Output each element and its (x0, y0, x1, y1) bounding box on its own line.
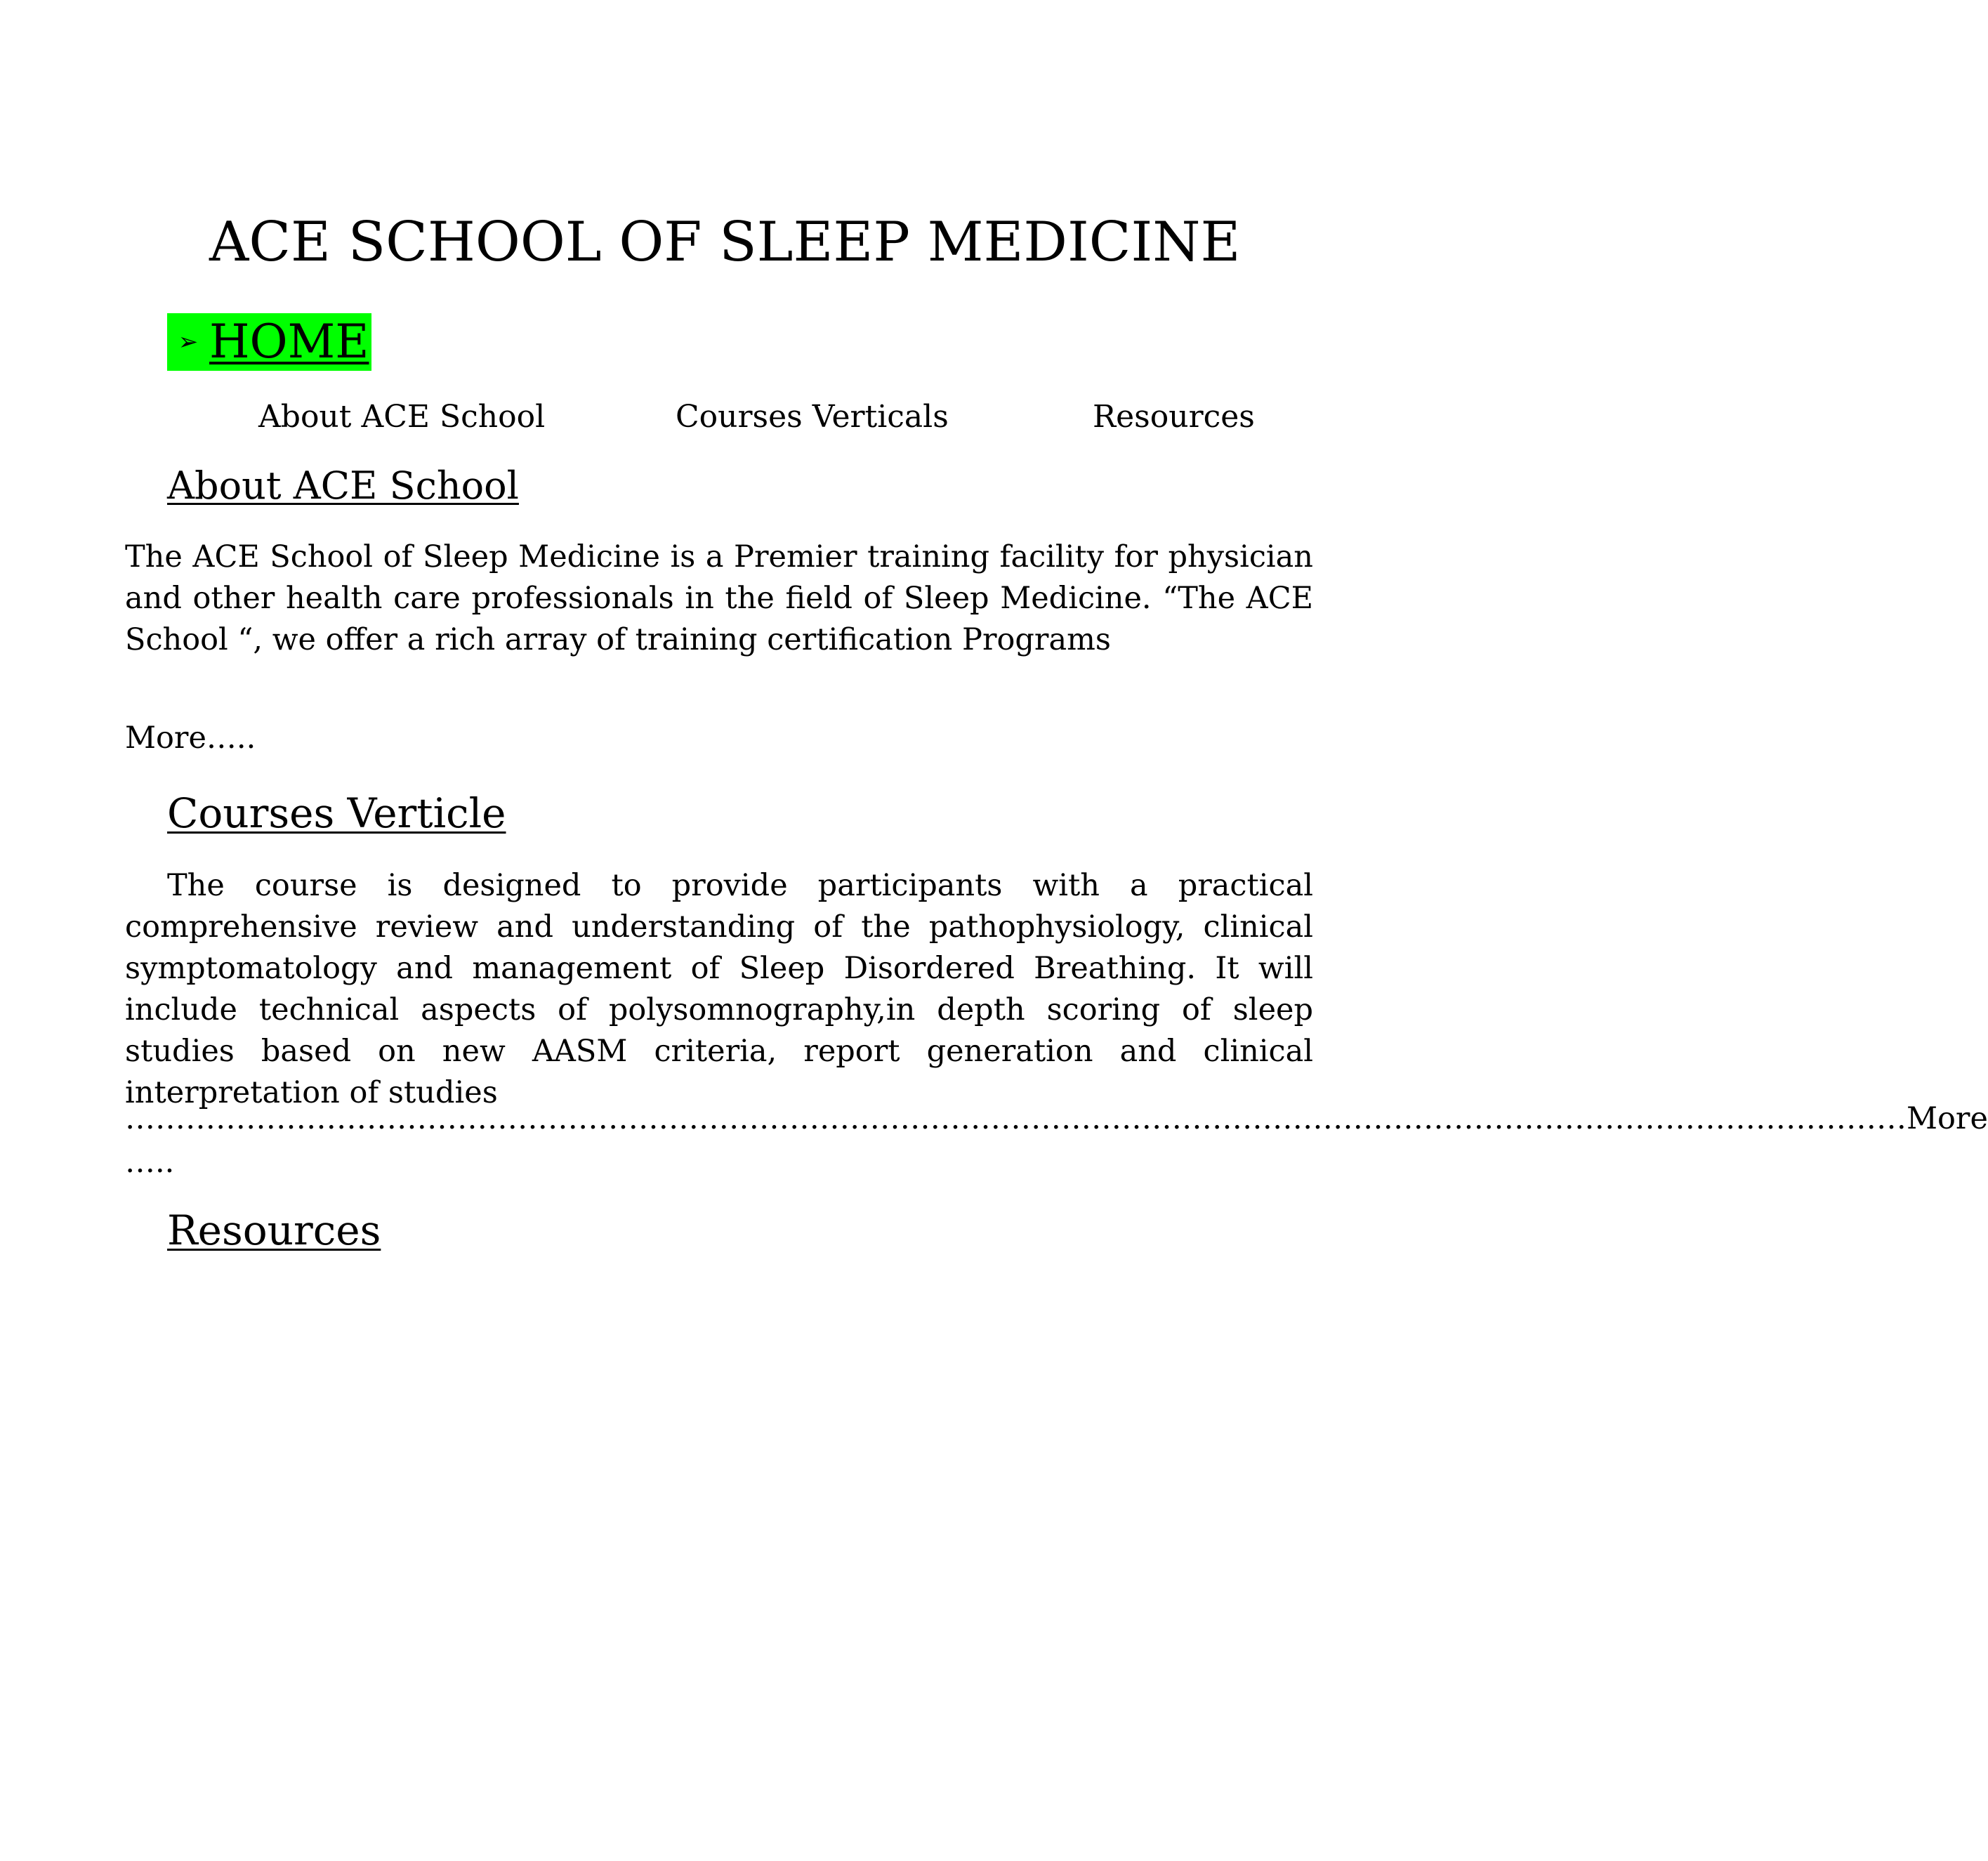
resources-heading[interactable]: Resources (167, 1206, 381, 1254)
page-title: ACE SCHOOL OF SLEEP MEDICINE (209, 211, 1241, 274)
home-nav-item[interactable] (167, 313, 371, 371)
courses-more-link[interactable]: More (1907, 1101, 1988, 1136)
arrow-bullet-icon: ➢ (178, 328, 199, 356)
home-link[interactable]: HOME (209, 315, 369, 369)
top-nav (0, 399, 1438, 441)
about-heading[interactable]: About ACE School (167, 463, 519, 508)
dot-leader: …………………………………………………………………………………………………………………………………………………………… (125, 1101, 1907, 1136)
courses-paragraph: The course is designed to provide participants with a practical comprehensive review and understanding of the pathophysiology, clinical symptomatology and management of Sleep Disordered Breathing. It will include technical aspects of polysomnography,in depth scoring of sleep studies based on new AASM criteria, report generation and clinical interpretation of studies (125, 868, 1313, 1110)
courses-more-row (125, 1097, 1988, 1184)
nav-item-about[interactable]: About ACE School (258, 399, 546, 435)
courses-heading[interactable]: Courses Verticle (167, 789, 506, 837)
about-more-link[interactable]: More….. (125, 721, 256, 756)
courses-more-tail: ….. (125, 1145, 175, 1180)
about-paragraph: The ACE School of Sleep Medicine is a Premier training facility for physician and other health care professionals in the field of Sleep Medicine. “The ACE School “, we offer a rich array of training certification Programs (125, 539, 1313, 657)
nav-item-resources[interactable]: Resources (1093, 399, 1255, 435)
nav-item-courses[interactable]: Courses Verticals (676, 399, 949, 435)
